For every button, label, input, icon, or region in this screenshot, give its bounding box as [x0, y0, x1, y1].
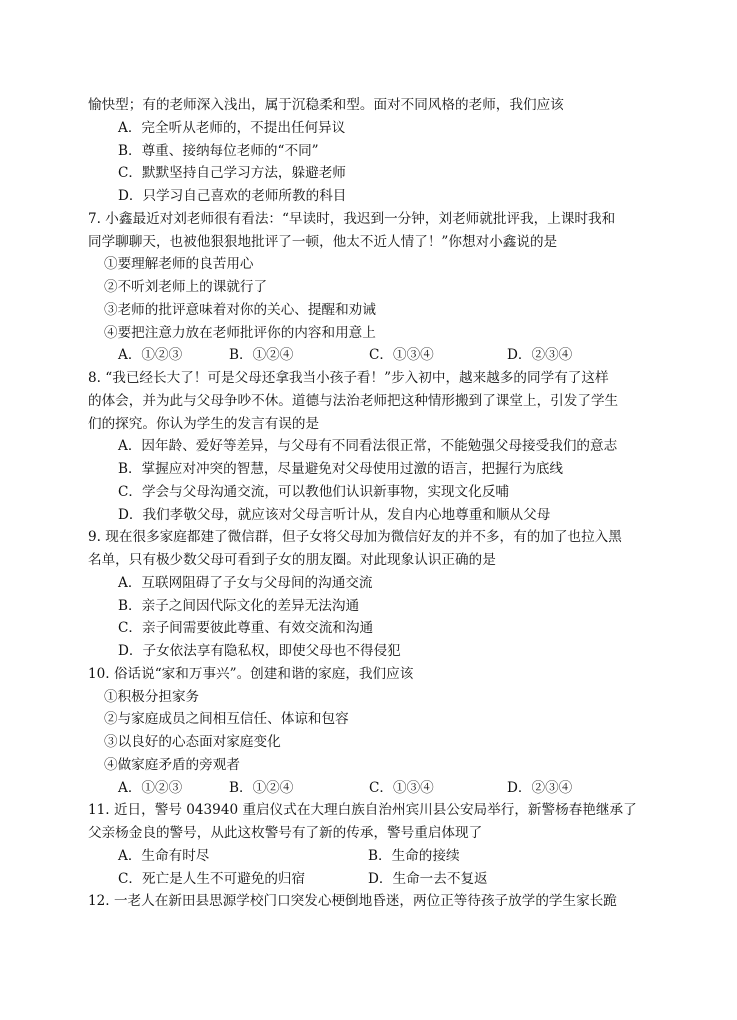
choice-line: ④做家庭矛盾的旁观者	[104, 756, 240, 773]
choice-line: D．只学习自己喜欢的老师所教的科目	[118, 188, 347, 204]
choice-line: ③老师的批评意味着对你的关心、提醒和劝诫	[104, 301, 376, 318]
choice-line: ①积极分担家务	[104, 688, 200, 705]
question-text-line: 11. 近日，警号 043940 重启仪式在大理白族自治州宾川县公安局举行，新警杨春艳继承了	[88, 802, 637, 819]
question-text-line: 9. 现在很多家庭都建了微信群，但子女将父母加为微信好友的并不多，有的加了也拉入黑	[88, 529, 622, 546]
answer-option: C．①③④	[369, 347, 434, 364]
question-text-line: 10. 俗话说“家和万事兴”。创建和谐的家庭，我们应该	[88, 665, 414, 682]
question-text-line: 们的探究。你认为学生的发言有误的是	[88, 415, 320, 432]
answer-option: A．①②③	[118, 779, 183, 796]
answer-option: A．①②③	[118, 347, 183, 364]
choice-line: ③以良好的心态面对家庭变化	[104, 734, 281, 750]
choice-line: B．掌握应对冲突的智慧，尽量避免对父母使用过激的语言，把握行为底线	[118, 461, 563, 477]
answer-option: B．生命的接续	[368, 847, 460, 864]
answer-option: D．②③④	[507, 779, 573, 796]
answer-option: B．①②④	[229, 779, 294, 796]
answer-option: C．死亡是人生不可避免的归宿	[118, 870, 306, 887]
choice-line: ④要把注意力放在老师批评你的内容和用意上	[104, 324, 376, 341]
question-text-line: 愉快型；有的老师深入浅出，属于沉稳柔和型。面对不同风格的老师，我们应该	[88, 97, 564, 113]
question-text-line: 12. 一老人在新田县思源学校门口突发心梗倒地昏迷，两位正等待孩子放学的学生家长跪	[88, 893, 617, 910]
choice-line: ②与家庭成员之间相互信任、体谅和包容	[104, 711, 349, 728]
answer-option: D．②③④	[507, 347, 573, 364]
choice-line: ②不听刘老师上的课就行了	[104, 279, 268, 295]
answer-option: A．生命有时尽	[118, 847, 210, 864]
question-text-line: 的体会，并为此与父母争吵不休。道德与法治老师把这种情形搬到了课堂上，引发了学生	[88, 392, 619, 409]
answer-option: B．①②④	[229, 347, 294, 364]
choice-line: C．学会与父母沟通交流，可以教他们认识新事物，实现文化反哺	[118, 483, 510, 500]
question-text-line: 同学聊聊天，也被他狠狠地批评了一顿，他太不近人情了！”你想对小鑫说的是	[88, 233, 558, 250]
choice-line: A．因年龄、爱好等差异，与父母有不同看法很正常，不能勉强父母接受我们的意志	[118, 438, 618, 455]
answer-option: C．①③④	[369, 779, 434, 796]
choice-line: A．完全听从老师的，不提出任何异议	[118, 119, 346, 136]
choice-line: D．我们孝敬父母，就应该对父母言听计从，发自内心地尊重和顺从父母	[118, 506, 551, 523]
answer-option: D．生命一去不复返	[368, 870, 488, 887]
choice-line: A．互联网阻碍了子女与父母间的沟通交流	[118, 574, 373, 591]
choice-line: B．尊重、接纳每位老师的“不同”	[118, 142, 319, 159]
question-text-line: 父亲杨金良的警号，从此这枚警号有了新的传承，警号重启体现了	[88, 825, 483, 841]
choice-line: B．亲子之间因代际文化的差异无法沟通	[118, 597, 360, 614]
question-text-line: 7. 小鑫最近对刘老师很有看法：“早读时，我迟到一分钟，刘老师就批评我，上课时我和	[88, 210, 616, 227]
question-text-line: 名单，只有极少数父母可看到子女的朋友圈。对此现象认识正确的是	[88, 552, 496, 568]
choice-line: C．亲子间需要彼此尊重、有效交流和沟通	[118, 620, 374, 637]
question-text-line: 8. “我已经长大了！可是父母还拿我当小孩子看！”步入初中，越来越多的同学有了这样	[88, 370, 609, 386]
choice-line: D．子女依法享有隐私权，即使父母也不得侵犯	[118, 643, 401, 659]
choice-line: ①要理解老师的良苦用心	[104, 256, 254, 273]
choice-line: C．默默坚持自己学习方法，躲避老师	[118, 165, 346, 182]
